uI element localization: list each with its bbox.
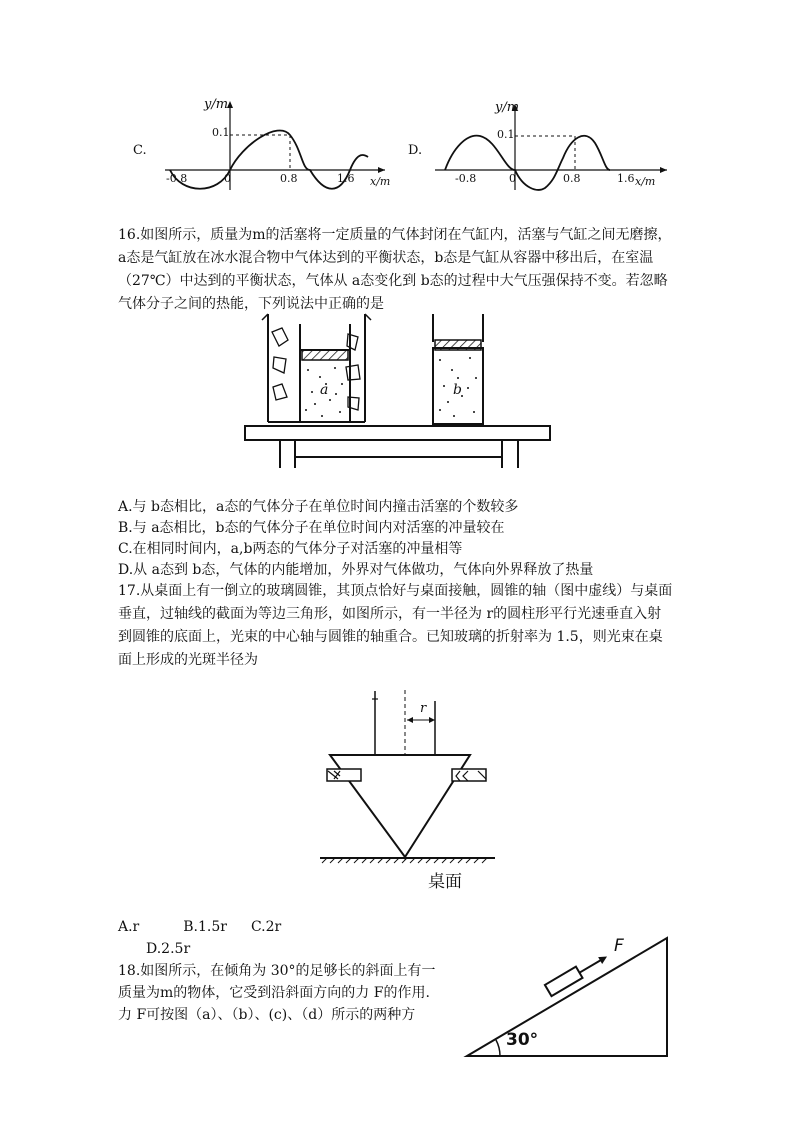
q17-figure (310, 685, 510, 895)
y-axis-label-d: y/m (495, 100, 520, 115)
q16-line-2: a态是气缸放在冰水混合物中气体达到的平衡状态，b态是气缸从容器中移出后，在室温 (118, 250, 654, 266)
x-tick-d-2: 0.8 (563, 172, 581, 185)
amplitude-label-d: 0.1 (497, 128, 515, 141)
state-b-label: b (453, 382, 462, 398)
q17-option-a: A.r (118, 919, 140, 935)
x-tick-c-3: 1.6 (337, 172, 355, 185)
q18-line-2: 质量为m的物体，它受到沿斜面方向的力 F的作用. (118, 985, 430, 1001)
x-tick-c-2: 0.8 (280, 172, 298, 185)
state-a-label: a (320, 382, 329, 398)
q17-line-3: 到圆锥的底面上，光束的中心轴与圆锥的轴重合。已知玻璃的折射率为 1.5，则光束在桌 (118, 629, 663, 645)
q17-option-c: C.2r (250, 919, 282, 935)
wave-graph-c (130, 95, 390, 195)
x-axis-label-c: x/m (370, 175, 391, 188)
q16-line-4: 气体分子之间的热能，下列说法中正确的是 (118, 296, 384, 312)
q17-option-d: D.2.5r (146, 941, 191, 957)
x-axis-label-d: x/m (635, 175, 656, 188)
table-label: 桌面 (428, 872, 462, 892)
q17-line-2: 垂直，过轴线的截面为等边三角形，如图所示，有一半径为 r的圆柱形平行光速垂直入射 (118, 606, 662, 622)
option-letter-d: D. (408, 143, 423, 158)
q17-line-1: 17.从桌面上有一倒立的玻璃圆锥，其顶点恰好与桌面接触，圆锥的轴（图中虚线）与桌面 (118, 583, 673, 599)
wave-graph-d (405, 98, 670, 198)
angle-label: 30° (506, 1030, 539, 1050)
q18-line-1: 18.如图所示，在倾角为 30°的足够长的斜面上有一 (118, 963, 436, 979)
x-tick-d-3: 1.6 (617, 172, 635, 185)
origin-label-c: 0 (224, 172, 231, 185)
x-tick-d-1: -0.8 (455, 172, 477, 185)
q17-option-b: B.1.5r (183, 919, 227, 935)
q18-line-3: 力 F可按图（a）、（b）、(c)、（d）所示的两种方 (118, 1007, 416, 1023)
option-letter-c: C. (133, 143, 147, 158)
q16-option-d: D.从 a态到 b态，气体的内能增加，外界对气体做功，气体向外界释放了热量 (118, 562, 594, 578)
radius-label: r (420, 701, 427, 716)
q16-option-c: C.在相同时间内，a,b两态的气体分子对活塞的冲量相等 (118, 541, 463, 557)
force-label: F (614, 936, 624, 956)
amplitude-label-c: 0.1 (212, 126, 230, 139)
q18-figure (462, 930, 677, 1062)
y-axis-label-c: y/m (204, 97, 229, 112)
q17-line-4: 面上形成的光斑半径为 (118, 652, 258, 668)
q16-option-b: B.与 a态相比，b态的气体分子在单位时间内对活塞的冲量较在 (118, 520, 505, 536)
q16-line-1: 16.如图所示，质量为m的活塞将一定质量的气体封闭在气缸内，活塞与气缸之间无磨擦， (118, 227, 672, 243)
q16-line-3: （27℃）中达到的平衡状态，气体从 a态变化到 b态的过程中大气压强保持不变。若忽略 (118, 273, 668, 289)
origin-label-d: 0 (509, 172, 516, 185)
x-tick-c-1: -0.8 (166, 172, 188, 185)
q17-options-row-1 (118, 918, 281, 937)
q16-option-a: A.与 b态相比，a态的气体分子在单位时间内撞击活塞的个数较多 (118, 499, 519, 515)
q16-figure (240, 312, 555, 472)
